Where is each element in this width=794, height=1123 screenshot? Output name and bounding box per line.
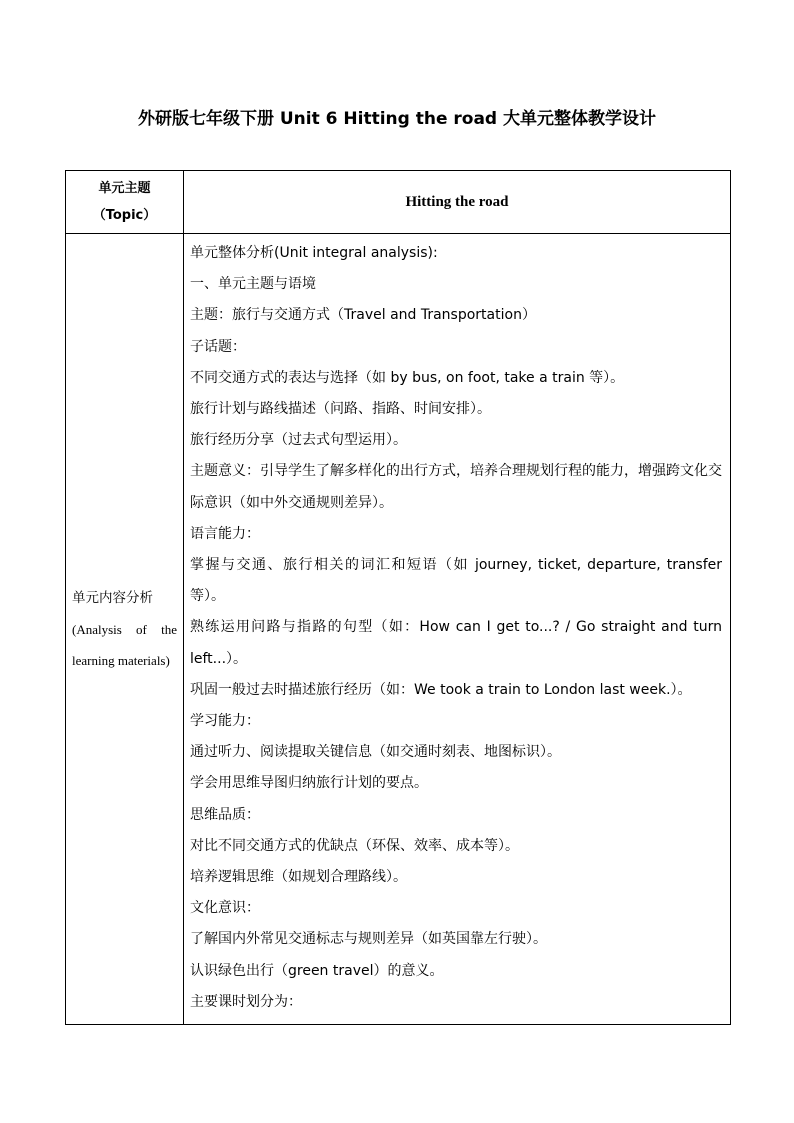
content-line: 培养逻辑思维（如规划合理路线）。 <box>190 869 407 886</box>
content-line: 了解国内外常见交通标志与规则差异（如英国靠左行驶）。 <box>190 931 547 948</box>
content-line: 不同交通方式的表达与选择（如 by bus, on foot, take a train 等）。 <box>190 369 625 386</box>
content-line: 思维品质： <box>190 806 260 823</box>
content-line: 旅行经历分享（过去式句型运用）。 <box>190 432 407 449</box>
content-line: 对比不同交通方式的优缺点（环保、效率、成本等）。 <box>190 837 519 854</box>
topic-value: Hitting the road <box>184 171 731 234</box>
analysis-content <box>184 234 731 1025</box>
content-line: 认识绿色出行（green travel）的意义。 <box>190 962 444 979</box>
analysis-row <box>66 234 731 1025</box>
topic-label-cn: 单元主题 <box>98 181 151 196</box>
content-line: 学习能力： <box>190 713 260 730</box>
analysis-label-cell <box>66 234 184 1025</box>
document-title: 外研版七年级下册 Unit 6 Hitting the road 大单元整体教学设计 <box>137 109 657 129</box>
design-table <box>65 170 731 1025</box>
content-line: 掌握与交通、旅行相关的词汇和短语（如 journey, ticket, departure, transfer 等）。 <box>190 557 722 605</box>
topic-label-en: （Topic） <box>92 208 157 223</box>
content-line: 通过听力、阅读提取关键信息（如交通时刻表、地图标识）。 <box>190 744 561 761</box>
content-line: 巩固一般过去时描述旅行经历（如：We took a train to London last week.）。 <box>190 681 692 698</box>
content-line: 旅行计划与路线描述（问路、指路、时间安排）。 <box>190 401 491 418</box>
content-line: 子话题： <box>190 338 246 355</box>
content-line: 主题：旅行与交通方式（Travel and Transportation） <box>190 307 536 324</box>
content-line: 主题意义：引导学生了解多样化的出行方式，培养合理规划行程的能力，增强跨文化交际意识（如中外交通规则差异）。 <box>190 463 722 511</box>
content-line: 文化意识： <box>190 900 260 917</box>
content-line: 熟练运用问路与指路的句型（如：How can I get to...? / Go straight and turn left...）。 <box>190 619 722 667</box>
content-line: 单元整体分析(Unit integral analysis): <box>190 245 438 261</box>
content-line: 主要课时划分为： <box>190 993 302 1010</box>
topic-row <box>66 171 731 234</box>
content-line: 语言能力： <box>190 525 260 542</box>
section-heading: 一、单元主题与语境 <box>190 276 316 293</box>
analysis-label-en: (Analysis of the learning materials) <box>72 621 177 668</box>
analysis-label-cn: 单元内容分析 <box>72 589 153 606</box>
content-line: 学会用思维导图归纳旅行计划的要点。 <box>190 775 428 792</box>
topic-label-cell <box>66 171 184 234</box>
